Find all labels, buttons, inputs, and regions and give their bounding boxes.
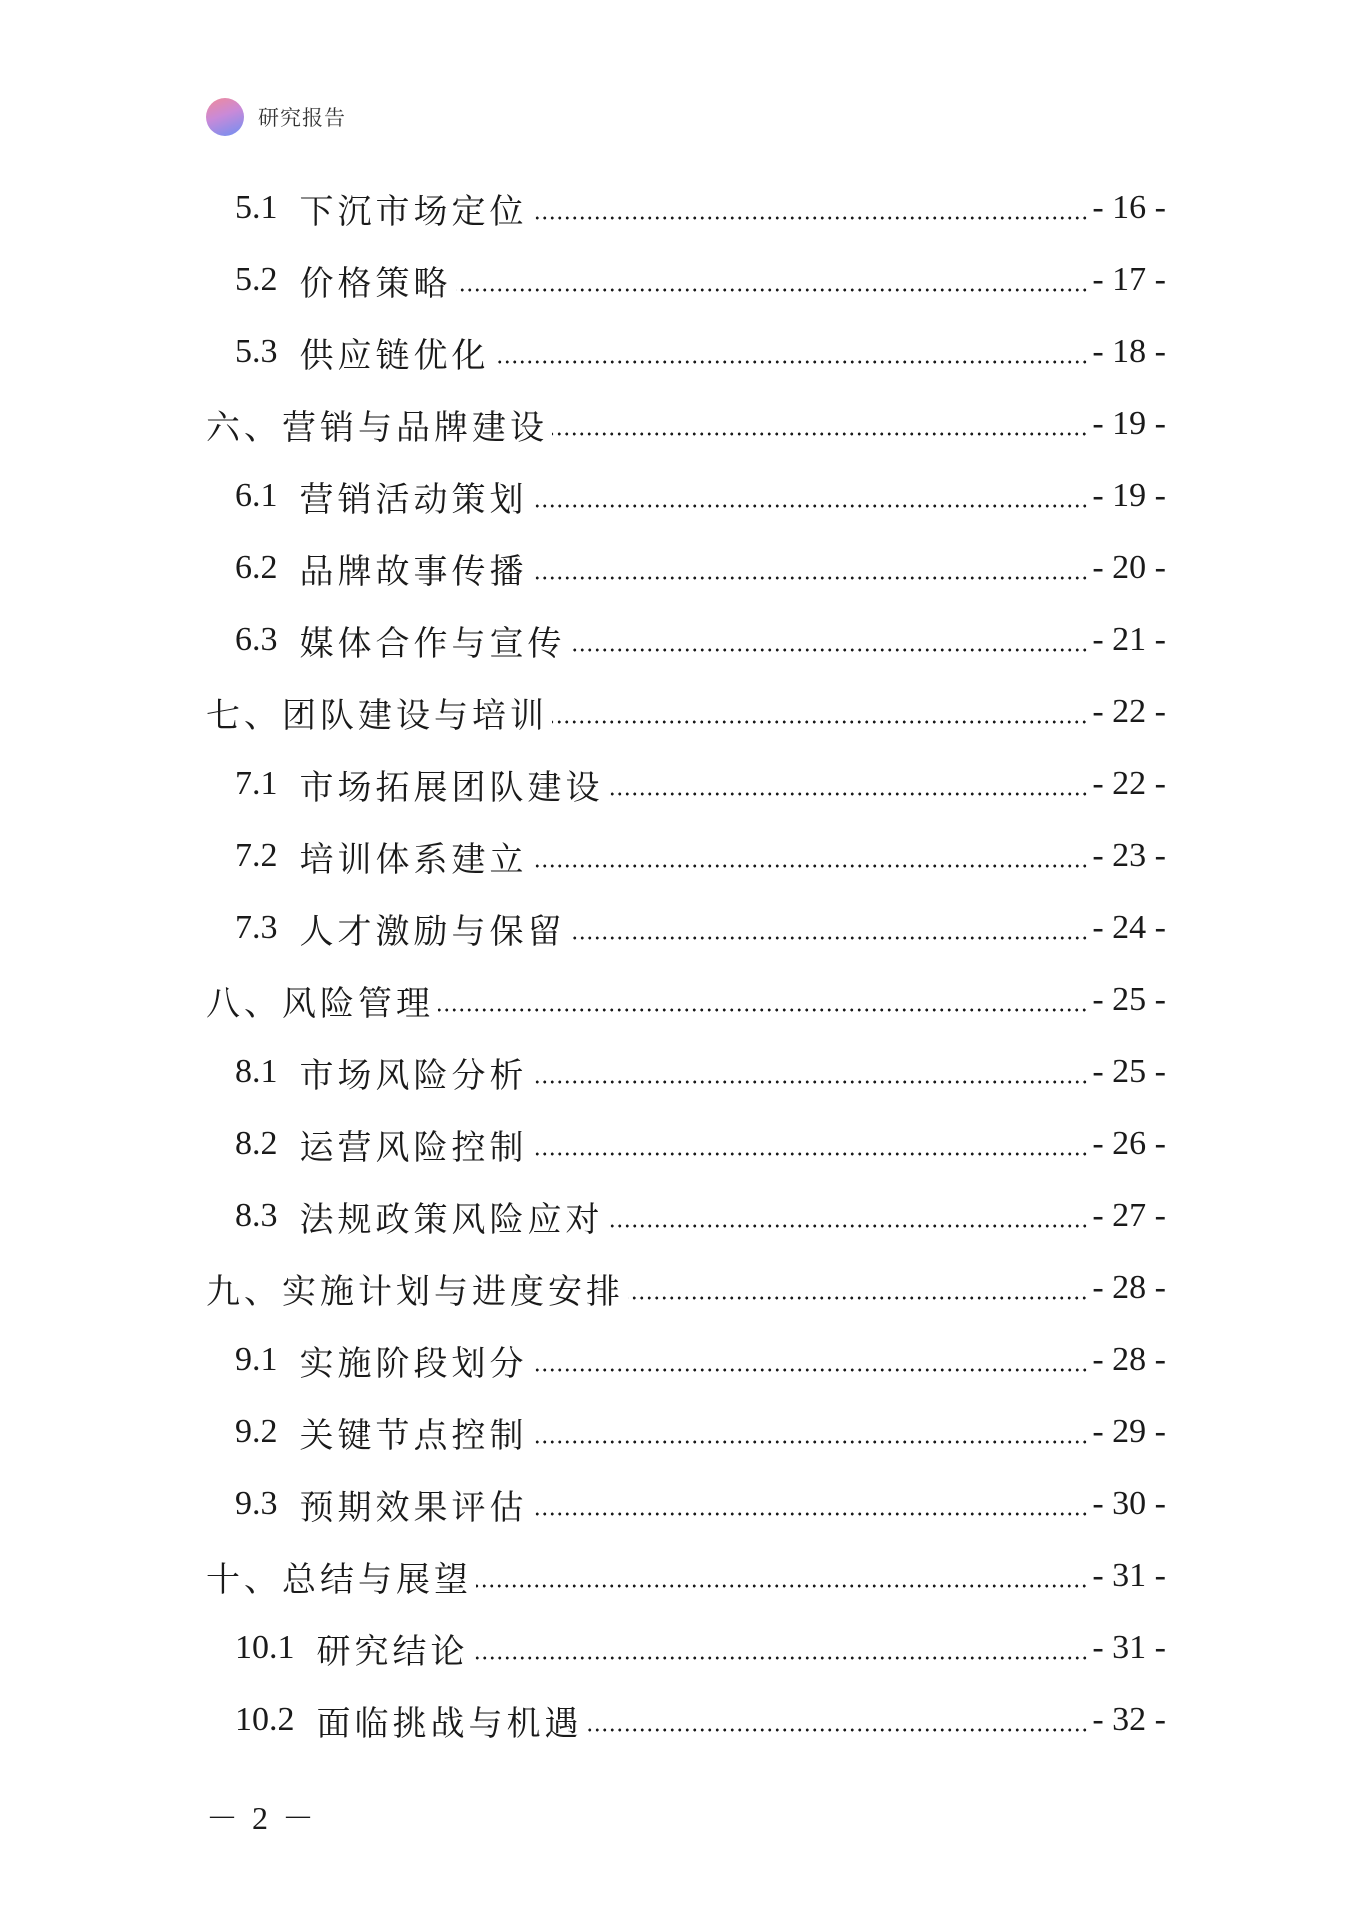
toc-entry-page: - 16 - [1092,189,1166,226]
toc-entry-page: - 27 - [1092,1197,1166,1234]
toc-section-entry[interactable] [206,460,1166,532]
toc-entry-page: - 31 - [1092,1557,1166,1594]
toc-dot-leader [532,860,1089,872]
toc-entry-title: 培训体系建立 [299,839,528,880]
toc-dot-leader [532,1364,1089,1376]
toc-entry-number: 5.2 [235,261,278,298]
toc-entry-title: 价格策略 [299,263,452,304]
toc-entry-page: - 22 - [1092,693,1166,730]
toc-chapter-entry[interactable] [206,388,1166,460]
toc-entry-number: 10.2 [235,1701,295,1738]
toc-entry-number: 6.3 [235,621,278,658]
toc-section-entry[interactable] [206,1036,1166,1108]
toc-section-entry[interactable] [206,1180,1166,1252]
toc-section-entry[interactable] [206,1324,1166,1396]
header-title: 研究报告 [258,106,346,130]
toc-entry-page: - 25 - [1092,1053,1166,1090]
toc-dot-leader [532,1148,1089,1160]
toc-entry-page: - 29 - [1092,1413,1166,1450]
toc-entry-number: 9.3 [235,1485,278,1522]
toc-section-entry[interactable] [206,892,1166,964]
toc-entry-title: 人才激励与保留 [299,911,566,952]
toc-section-entry[interactable] [206,748,1166,820]
toc-entry-title: 法规政策风险应对 [299,1199,604,1240]
toc-entry-number: 9.1 [235,1341,278,1378]
toc-section-entry[interactable] [206,1684,1166,1756]
toc-entry-number: 7.2 [235,837,278,874]
toc-entry-page: - 24 - [1092,909,1166,946]
toc-entry-title: 供应链优化 [299,335,490,376]
toc-entry-page: - 19 - [1092,477,1166,514]
toc-dot-leader [532,1508,1089,1520]
report-header [206,96,346,138]
toc-entry-page: - 28 - [1092,1269,1166,1306]
toc-entry-page: - 20 - [1092,549,1166,586]
toc-dot-leader [532,1436,1089,1448]
toc-entry-page: - 25 - [1092,981,1166,1018]
toc-chapter-entry[interactable] [206,964,1166,1036]
toc-entry-title: 六、营销与品牌建设 [206,407,548,448]
toc-entry-title: 面临挑战与机遇 [316,1703,583,1744]
page-number: － 2 － [206,1800,318,1836]
toc-entry-title: 实施阶段划分 [299,1343,528,1384]
toc-dot-leader [608,1220,1089,1232]
toc-entry-number: 5.3 [235,333,278,370]
toc-entry-page: - 22 - [1092,765,1166,802]
toc-entry-number: 8.1 [235,1053,278,1090]
toc-dot-leader [552,716,1088,728]
toc-entry-title: 下沉市场定位 [299,191,528,232]
toc-entry-number: 9.2 [235,1413,278,1450]
toc-section-entry[interactable] [206,1468,1166,1540]
toc-entry-title: 预期效果评估 [299,1487,528,1528]
toc-entry-title: 九、实施计划与进度安排 [206,1271,624,1312]
toc-dot-leader [532,500,1089,512]
toc-entry-title: 十、总结与展望 [206,1559,472,1600]
toc-entry-page: - 32 - [1092,1701,1166,1738]
table-of-contents [206,172,1166,1756]
toc-entry-title: 媒体合作与宣传 [299,623,566,664]
toc-section-entry[interactable] [206,604,1166,676]
toc-section-entry[interactable] [206,820,1166,892]
toc-section-entry[interactable] [206,244,1166,316]
toc-dot-leader [587,1724,1089,1736]
toc-section-entry[interactable] [206,1612,1166,1684]
toc-dot-leader [456,284,1089,296]
toc-chapter-entry[interactable] [206,676,1166,748]
toc-entry-number: 8.3 [235,1197,278,1234]
toc-section-entry[interactable] [206,1396,1166,1468]
toc-dot-leader [628,1292,1088,1304]
toc-chapter-entry[interactable] [206,1252,1166,1324]
toc-entry-title: 研究结论 [316,1631,469,1672]
toc-dot-leader [494,356,1089,368]
toc-entry-page: - 17 - [1092,261,1166,298]
toc-dot-leader [552,428,1088,440]
toc-dot-leader [532,1076,1089,1088]
toc-dot-leader [532,572,1089,584]
toc-entry-title: 关键节点控制 [299,1415,528,1456]
toc-entry-number: 7.1 [235,765,278,802]
toc-section-entry[interactable] [206,172,1166,244]
toc-section-entry[interactable] [206,316,1166,388]
toc-entry-number: 6.2 [235,549,278,586]
logo-icon [206,98,244,136]
toc-chapter-entry[interactable] [206,1540,1166,1612]
toc-dot-leader [476,1580,1088,1592]
toc-entry-title: 营销活动策划 [299,479,528,520]
toc-dot-leader [473,1652,1089,1664]
toc-entry-title: 八、风险管理 [206,983,434,1024]
toc-entry-number: 10.1 [235,1629,295,1666]
toc-entry-title: 品牌故事传播 [299,551,528,592]
toc-dot-leader [570,644,1089,656]
toc-entry-title: 市场拓展团队建设 [299,767,604,808]
toc-entry-title: 七、团队建设与培训 [206,695,548,736]
toc-entry-number: 8.2 [235,1125,278,1162]
toc-entry-number: 6.1 [235,477,278,514]
toc-entry-title: 运营风险控制 [299,1127,528,1168]
toc-entry-page: - 30 - [1092,1485,1166,1522]
toc-dot-leader [532,212,1089,224]
toc-entry-page: - 18 - [1092,333,1166,370]
toc-section-entry[interactable] [206,532,1166,604]
toc-dot-leader [570,932,1089,944]
toc-section-entry[interactable] [206,1108,1166,1180]
toc-entry-page: - 23 - [1092,837,1166,874]
toc-entry-number: 7.3 [235,909,278,946]
toc-dot-leader [438,1004,1088,1016]
toc-entry-page: - 21 - [1092,621,1166,658]
toc-entry-title: 市场风险分析 [299,1055,528,1096]
toc-entry-page: - 31 - [1092,1629,1166,1666]
toc-entry-page: - 28 - [1092,1341,1166,1378]
toc-entry-number: 5.1 [235,189,278,226]
toc-entry-page: - 19 - [1092,405,1166,442]
toc-dot-leader [608,788,1089,800]
toc-entry-page: - 26 - [1092,1125,1166,1162]
